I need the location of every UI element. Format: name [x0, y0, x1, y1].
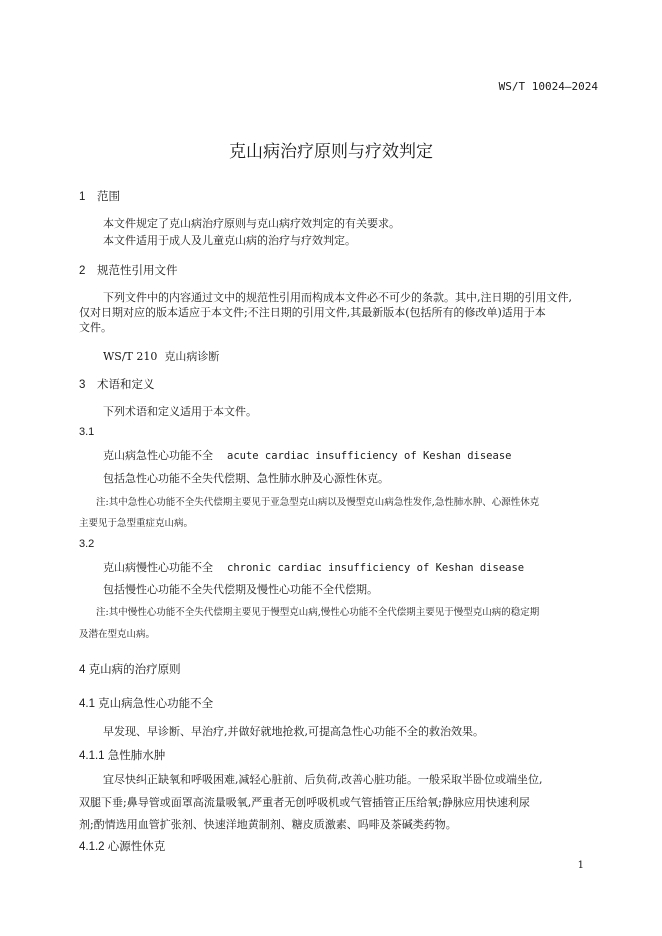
section-4-heading: 4 克山病的治疗原则 [79, 664, 181, 676]
section-3-title: 术语和定义 [97, 379, 155, 391]
term-3-2-number: 3.2 [79, 538, 95, 550]
section-3-number: 3 [79, 379, 86, 391]
term-3-2 [103, 559, 524, 575]
term-3-1-note-line-1: 注:其中急性心功能不全失代偿期主要见于亚急型克山病以及慢型克山病急性发作,急性肺水肿、心源性休克 [96, 497, 540, 508]
section-2-para-line-3: 文件。 [79, 321, 112, 334]
section-1-para-1: 本文件规定了克山病治疗原则与克山病疗效判定的有关要求。 [103, 217, 400, 230]
section-2-heading [79, 262, 178, 278]
section-4-1-1-para-line-1: 宜尽快纠正缺氧和呼吸困难,减轻心脏前、后负荷,改善心脏功能。一般采取半卧位或端坐位, [103, 773, 543, 786]
section-2-title: 规范性引用文件 [97, 265, 178, 277]
section-4-1-para: 早发现、早诊断、早治疗,并做好就地抢救,可提高急性心功能不全的救治效果。 [103, 725, 484, 738]
section-4-1-1-heading: 4.1.1 急性肺水肿 [79, 750, 166, 762]
term-3-2-note-line-1: 注:其中慢性心功能不全失代偿期主要见于慢型克山病,慢性心功能不全代偿期主要见于慢型克山病的稳定期 [96, 607, 540, 618]
section-1-number: 1 [79, 191, 86, 203]
term-3-1 [103, 447, 511, 463]
term-3-1-chinese: 克山病急性心功能不全 [103, 450, 213, 462]
term-3-1-number: 3.1 [79, 426, 95, 438]
section-3-intro: 下列术语和定义适用于本文件。 [103, 405, 257, 418]
section-4-1-heading: 4.1 克山病急性心功能不全 [79, 698, 214, 710]
section-1-para-2: 本文件适用于成人及儿童克山病的治疗与疗效判定。 [103, 234, 356, 247]
section-2-para-line-2: 仅对日期对应的版本适应于本文件;不注日期的引用文件,其最新版本(包括所有的修改单)适用于本 [79, 306, 546, 319]
section-1-title: 范围 [97, 191, 120, 203]
standard-code: WS/T 10024—2024 [498, 80, 598, 93]
section-2-number: 2 [79, 265, 86, 277]
term-3-1-note-line-2: 主要见于急型重症克山病。 [79, 518, 194, 529]
term-3-1-definition: 包括急性心功能不全失代偿期、急性肺水肿及心源性休克。 [103, 472, 389, 485]
term-3-2-chinese: 克山病慢性心功能不全 [103, 562, 213, 574]
section-4-1-2-heading: 4.1.2 心源性休克 [79, 841, 166, 853]
section-2-para-line-1: 下列文件中的内容通过文中的规范性引用而构成本文件必不可少的条款。其中,注日期的引用文件, [103, 291, 572, 304]
term-3-1-english: acute cardiac insufficiency of Keshan disease [227, 450, 512, 462]
normative-reference: WS/T 210 克山病诊断 [103, 350, 220, 363]
section-4-1-1-para-line-2: 双腿下垂;鼻导管或面罩高流量吸氧,严重者无创呼吸机或气管插管正压给氧;静脉应用快速利尿 [79, 796, 530, 809]
section-4-1-1-para-line-3: 剂;酌情选用血管扩张剂、快速洋地黄制剂、糖皮质激素、吗啡及茶碱类药物。 [79, 818, 457, 831]
page-number: 1 [577, 860, 584, 871]
section-1-heading [79, 188, 120, 204]
term-3-2-definition: 包括慢性心功能不全失代偿期及慢性心功能不全代偿期。 [103, 583, 378, 596]
term-3-2-note-line-2: 及潜在型克山病。 [79, 629, 156, 640]
section-3-heading [79, 376, 155, 392]
term-3-2-english: chronic cardiac insufficiency of Keshan disease [227, 562, 525, 574]
document-title: 克山病治疗原则与疗效判定 [229, 142, 433, 161]
